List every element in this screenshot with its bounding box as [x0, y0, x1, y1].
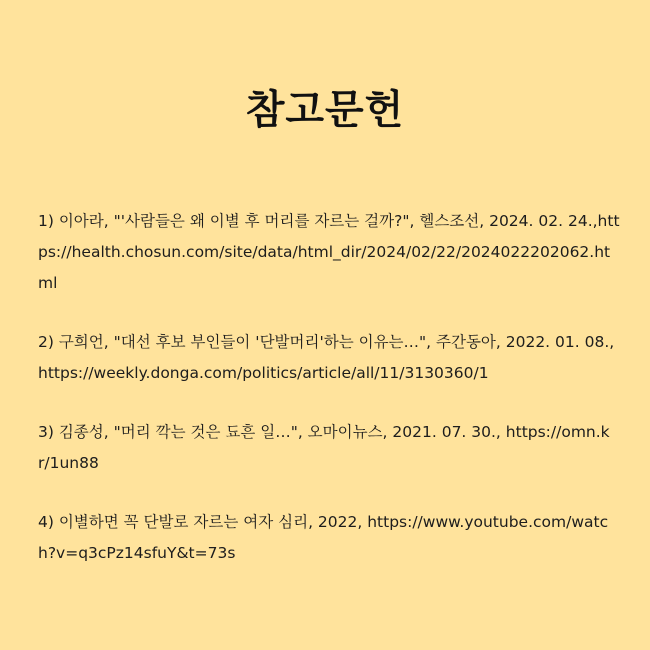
reference-item-3: 3) 김종성, "머리 깍는 것은 됴흔 일…", 오마이뉴스, 2021. 07. 30., https://omn.kr/1un88 [38, 423, 610, 472]
page-title: 참고문헌 [245, 87, 405, 133]
reference-item-1: 1) 이아라, "'사람들은 왜 이별 후 머리를 자르는 걸까?", 헬스조선, 2024. 02. 24.,https://health.chosun.com/site/data/html_dir/2024/02/22/2024022202062.html [38, 212, 620, 292]
reference-item-4: 4) 이별하면 꼭 단발로 자르는 여자 심리, 2022, https://www.youtube.com/watch?v=q3cPz14sfuY&t=73s [38, 513, 609, 562]
reference-item-2: 2) 구희언, "대선 후보 부인들이 '단발머리'하는 이유는…", 주간동아, 2022. 01. 08., https://weekly.donga.com/politics/article/all/11/3130360/1 [38, 333, 615, 382]
reference-list [38, 206, 620, 597]
